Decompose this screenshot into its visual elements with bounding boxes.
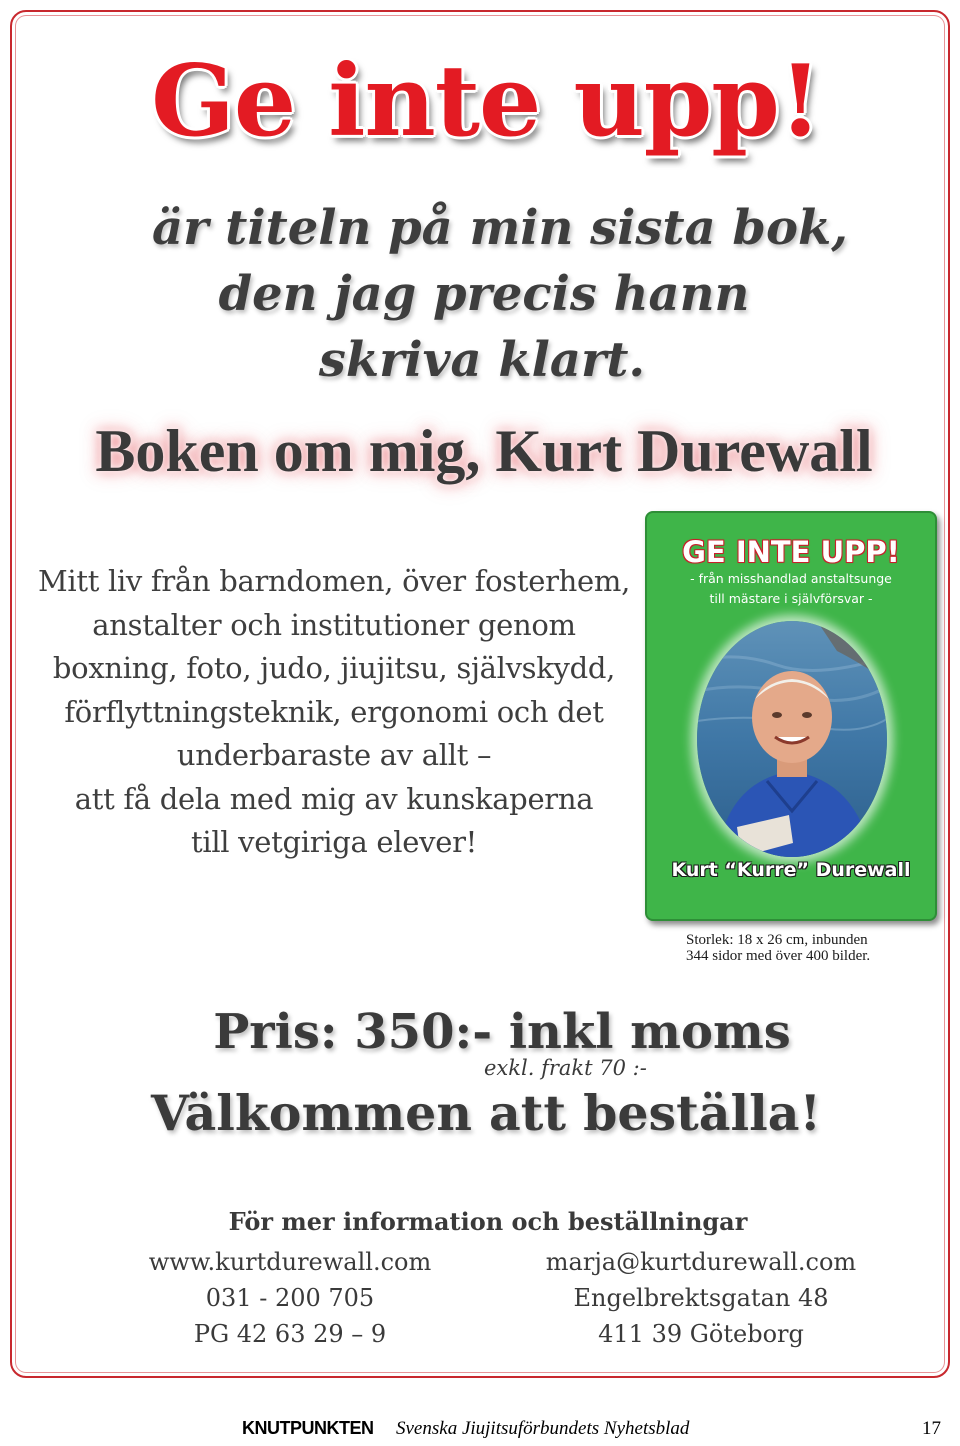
subtitle-line-1: är titeln på min sista bok, (152, 200, 848, 256)
shipping-note: exkl. frakt 70 :- (484, 1056, 647, 1080)
website-link[interactable]: www.kurtdurewall.com (148, 1248, 432, 1276)
book-title: Boken om mig, Kurt Durewall (95, 418, 873, 484)
cover-subtitle-line-1: - från misshandlad anstaltsunge (690, 571, 892, 586)
email-link[interactable]: marja@kurtdurewall.com (545, 1248, 857, 1276)
subtitle-line-3: skriva klart. (318, 332, 646, 388)
book-specs (686, 932, 870, 964)
specs-line: Storlek: 18 x 26 cm, inbunden (686, 932, 868, 948)
cover-subtitle-line-2: till mästare i självförsvar - (709, 591, 873, 606)
cover-title: GE INTE UPP! (682, 535, 900, 569)
postgiro-number: PG 42 63 29 – 9 (193, 1320, 387, 1348)
price: Pris: 350:- inkl moms (213, 1004, 791, 1060)
book-cover-image (645, 511, 937, 921)
description-line: underbaraste av allt – (176, 738, 492, 772)
cover-author-name: Kurt “Kurre” Durewall (671, 859, 911, 881)
postal-address: 411 39 Göteborg (598, 1320, 804, 1348)
page-footer (0, 1418, 960, 1446)
description (26, 560, 642, 865)
description-line: förflyttningsteknik, ergonomi och det (64, 694, 604, 729)
footer-publication: Svenska Jiujitsuförbundets Nyhetsblad (396, 1418, 690, 1439)
footer-brand: KNUTPUNKTEN (242, 1418, 374, 1438)
author-photo-illustration (697, 621, 887, 857)
street-address: Engelbrektsgatan 48 (573, 1284, 829, 1312)
description-line: anstalter och institutioner genom (92, 607, 576, 642)
welcome-message: Välkommen att beställa! (150, 1084, 822, 1142)
info-heading: För mer information och beställningar (228, 1207, 748, 1236)
page-number: 17 (922, 1418, 941, 1439)
contact-right-column (526, 1244, 876, 1352)
headline: Ge inte upp! (151, 44, 821, 159)
description-line: till vetgiriga elever! (190, 825, 477, 859)
phone-number: 031 - 200 705 (205, 1284, 375, 1312)
contact-left-column (130, 1244, 450, 1352)
description-line: Mitt liv från barndomen, över fosterhem, (37, 564, 631, 598)
author-photo (697, 621, 887, 857)
subtitle-line-2: den jag precis hann (218, 266, 750, 322)
description-line: boxning, foto, judo, jiujitsu, självskydd, (52, 651, 616, 685)
specs-line: 344 sidor med över 400 bilder. (686, 948, 871, 964)
description-line: att få dela med mig av kunskaperna (74, 781, 594, 816)
